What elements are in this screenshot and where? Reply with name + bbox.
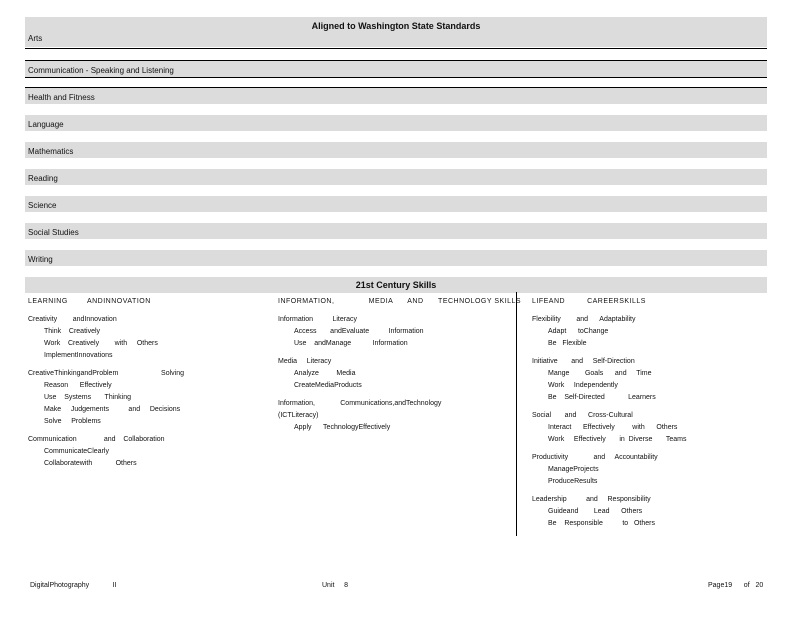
skill-group-title: Initiative and Self-Direction [532, 358, 635, 365]
skill-item: Solve Problems [44, 418, 101, 425]
subject-reading: Reading [28, 174, 58, 183]
skills-column-life-career [532, 296, 767, 536]
subject-social-studies: Social Studies [28, 228, 79, 237]
skill-group-title: Creativity andInnovation [28, 316, 117, 323]
skills-header [25, 277, 767, 293]
subject-health: Health and Fitness [28, 93, 95, 102]
skill-group [532, 452, 767, 488]
column-divider [516, 292, 517, 536]
column-heading: LIFEAND CAREERSKILLS [532, 298, 646, 305]
skills-column-learning [28, 296, 268, 476]
skill-group-title: CreativeThinkingandProblem Solving [28, 370, 185, 377]
skill-item: Collaboratewith Others [44, 460, 137, 467]
skill-item: Adapt toChange [548, 328, 609, 335]
subject-language: Language [28, 120, 64, 129]
column-heading: LEARNING ANDINNOVATION [28, 298, 151, 305]
skill-group [532, 314, 767, 350]
skill-group-title: Media Literacy [278, 358, 332, 365]
skill-group-title: Information, Communications,andTechnology [278, 400, 442, 407]
skill-group-title: (ICTLiteracy) [278, 412, 319, 419]
subject-row [25, 115, 767, 131]
skill-item: Work Independently [548, 382, 618, 389]
skill-group-title: Leadership and Responsibility [532, 496, 651, 503]
skill-group [28, 314, 268, 362]
skill-group [532, 494, 767, 530]
skill-group [278, 356, 508, 392]
skill-group-title: Information Literacy [278, 316, 357, 323]
column-heading: INFORMATION, MEDIA AND TECHNOLOGY SKILLS [278, 298, 522, 305]
standards-header [25, 17, 767, 47]
skill-group [28, 434, 268, 470]
skill-group-title: Flexibility and Adaptability [532, 316, 636, 323]
divider [25, 48, 767, 49]
skill-item: Interact Effectively with Others [548, 424, 678, 431]
standards-title: Aligned to Washington State Standards [311, 21, 481, 31]
skill-item: Work Creatively with Others [44, 340, 158, 347]
subject-row [25, 223, 767, 239]
skills-title: 21st Century Skills [355, 280, 437, 290]
skill-group-title: Social and Cross-Cultural [532, 412, 633, 419]
footer-course: DigitalPhotography II [30, 582, 117, 589]
skill-group-title: Productivity and Accountability [532, 454, 658, 461]
skill-item: Work Effectively in Diverse Teams [548, 436, 687, 443]
subject-row [25, 88, 767, 104]
skills-column-information [278, 296, 522, 440]
subject-row [25, 142, 767, 158]
skill-item: Be Flexible [548, 340, 587, 347]
skill-item: Be Responsible to Others [548, 520, 655, 527]
skill-item: Use andManage Information [294, 340, 408, 347]
skill-item: Guideand Lead Others [548, 508, 643, 515]
skill-group [532, 356, 767, 404]
skill-item: ImplementInnovations [44, 352, 113, 359]
divider [25, 77, 767, 78]
skill-item: Reason Effectively [44, 382, 112, 389]
subject-row [25, 196, 767, 212]
skill-item: CommunicateClearly [44, 448, 109, 455]
subject-row [25, 61, 767, 77]
skill-item: ProduceResults [548, 478, 598, 485]
skill-item: Be Self-Directed Learners [548, 394, 656, 401]
skill-group [278, 314, 508, 350]
skill-item: Apply TechnologyEffectively [294, 424, 391, 431]
skill-group [278, 398, 508, 410]
skill-item: Access andEvaluate Information [294, 328, 424, 335]
skill-item: Analyze Media [294, 370, 356, 377]
subject-writing: Writing [28, 255, 53, 264]
skill-group [278, 410, 508, 434]
skill-group-title: Communication and Collaboration [28, 436, 165, 443]
footer-unit: Unit 8 [322, 582, 349, 589]
skill-item: Use Systems Thinking [44, 394, 132, 401]
skill-item: CreateMediaProducts [294, 382, 362, 389]
skill-item: ManageProjects [548, 466, 599, 473]
subject-arts: Arts [28, 34, 43, 43]
subject-row [25, 169, 767, 185]
subject-communication: Communication - Speaking and Listening [28, 66, 174, 75]
skill-group [28, 368, 268, 428]
skill-group [532, 410, 767, 446]
subject-row [25, 250, 767, 266]
subject-mathematics: Mathematics [28, 147, 74, 156]
subject-science: Science [28, 201, 57, 210]
skill-item: Make Judgements and Decisions [44, 406, 181, 413]
footer-page-number: Page19 of 20 [708, 582, 764, 589]
skill-item: Mange Goals and Time [548, 370, 652, 377]
skill-item: Think Creatively [44, 328, 101, 335]
